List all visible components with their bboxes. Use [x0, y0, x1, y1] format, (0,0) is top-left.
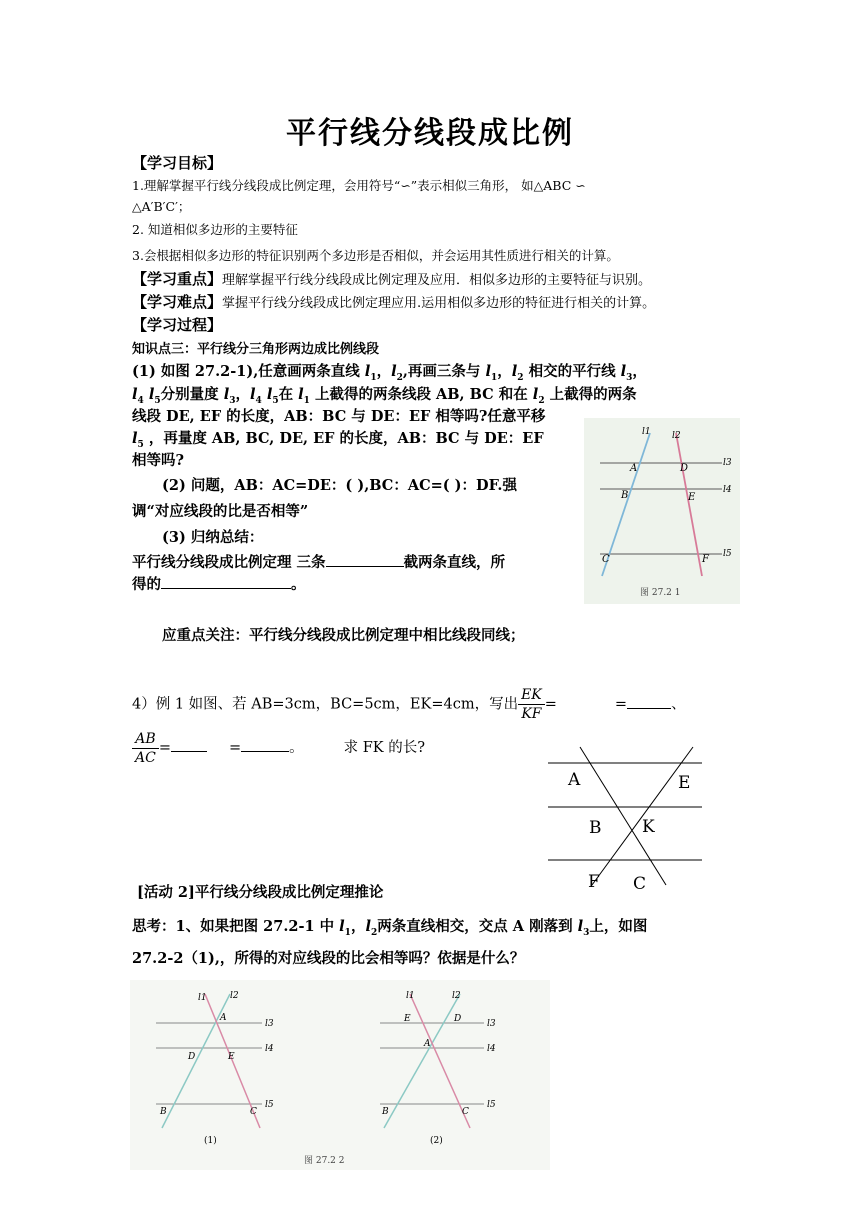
right-label-l2: l2	[452, 991, 461, 1001]
label-F: F	[702, 554, 709, 565]
objective-3: 3.会根据相似多边形的特征识别两个多边形是否相似，并会运用其性质进行相关的计算。	[132, 248, 619, 263]
para1-line5: 相等吗?	[132, 452, 184, 469]
think-line2: 27.2-2（1),，所得的对应线段的比会相等吗？依据是什么？	[132, 950, 525, 967]
right-label-l1: l1	[406, 991, 415, 1001]
right-label-B: B	[382, 1107, 389, 1117]
figure-27-2-1	[584, 418, 740, 604]
objective-1a: 1.理解掌握平行线分线段成比例定理，会用符号“∽”表示相似三角形， 如△ABC ∽	[132, 178, 586, 193]
transversal-ef	[592, 747, 693, 885]
knowledge-heading: 知识点三：平行线分三角形两边成比例线段	[132, 342, 380, 357]
process-heading: 【学习过程】	[132, 316, 223, 334]
figure-example	[540, 745, 710, 890]
right-label-l3: l3	[487, 1019, 496, 1029]
label-B: B	[621, 490, 629, 501]
left-label-l1: l1	[198, 993, 207, 1003]
example-blank-1[interactable]	[627, 694, 671, 709]
label-F: F	[588, 872, 600, 890]
para1-line1: (1) 如图 27.2-1),任意画两条直线 $l_1$，$l_2$,再画三条与 $l_1$，$l_2$ 相交的平行线 $l_3$，	[132, 363, 647, 383]
objective-1b: △A′B′C′；	[132, 199, 191, 214]
fraction-ek-kf: $\frac{EK}{KF}$	[518, 686, 545, 723]
figure-bg	[130, 980, 550, 1170]
right-label-C: C	[462, 1107, 469, 1117]
fraction-ab-ac: $\frac{AB}{AC}$	[132, 730, 159, 767]
figure3-caption: 图 27.2 2	[304, 1156, 345, 1166]
label-B: B	[589, 818, 602, 838]
key-points-text: 理解掌握平行线分线段成比例定理及应用．相似多边形的主要特征与识别。	[222, 273, 652, 288]
right-label-l5: l5	[487, 1100, 496, 1110]
label-l1: l1	[642, 427, 651, 437]
question-2b: 调“对应线段的比是否相等”	[132, 503, 309, 520]
figure-bg	[584, 418, 740, 604]
example-line2: $\frac{AB}{AC}$ = = 。 求 FK 的长?	[132, 728, 425, 768]
left-label-A: A	[220, 1013, 227, 1023]
theorem-line1: 平行线分线段成比例定理 三条 截两条直线，所	[132, 554, 506, 571]
objectives-heading: 【学习目标】	[132, 154, 223, 172]
think-line1: 思考：1、如果把图 27.2-1 中 $l_1$，$l_2$两条直线相交，交点 A 刚落到 $l_3$上，如图	[132, 918, 648, 938]
focus-note: 应重点关注：平行线分线段成比例定理中相比线段同线；	[162, 627, 525, 644]
left-label-B: B	[160, 1107, 167, 1117]
label-E: E	[678, 773, 691, 793]
left-label-l5: l5	[265, 1100, 274, 1110]
label-C: C	[602, 554, 610, 565]
para1-line3: 线段 DE, EF 的长度，AB：BC 与 DE：EF 相等吗?任意平移	[132, 408, 546, 425]
right-label-D: D	[454, 1014, 462, 1024]
example-line1: 4）例 1 如图、若 AB=3cm，BC=5cm，EK=4cm，写出 $\frac{EK}{KF}$ = = 、	[132, 687, 686, 722]
example-blank-3[interactable]	[241, 737, 289, 752]
label-E: E	[688, 492, 696, 503]
right-label-E: E	[404, 1014, 411, 1024]
question-2a: (2) 问题，AB：AC=DE：( ),BC：AC=( )：DF.强	[162, 477, 517, 494]
question-3: (3) 归纳总结：	[162, 529, 264, 546]
key-points	[132, 268, 651, 289]
label-l5: l5	[723, 549, 732, 559]
para1-line2: $l_4$ $l_5$分别量度 $l_3$，$l_4$ $l_5$在 $l_1$ 上截得的两条线段 AB, BC 和在 $l_2$ 上截得的两条	[132, 386, 637, 406]
figure-27-2-2	[130, 980, 550, 1170]
theorem-blank-2[interactable]	[161, 574, 291, 589]
left-label-D: D	[188, 1052, 196, 1062]
right-label-A: A	[424, 1039, 431, 1049]
difficulties-label: 【学习难点】	[132, 293, 223, 311]
example-blank-2[interactable]	[171, 737, 207, 752]
left-label-C: C	[250, 1107, 257, 1117]
para1-line4: $l_5$ ，再量度 AB, BC, DE, EF 的长度，AB：BC 与 DE：EF	[132, 430, 544, 450]
page-title: 平行线分线段成比例	[286, 116, 574, 151]
left-label-l2: l2	[230, 991, 239, 1001]
label-C: C	[633, 874, 647, 890]
label-A: A	[630, 463, 638, 474]
figure1-caption: 图 27.2 1	[640, 588, 681, 598]
label-D: D	[680, 463, 689, 474]
left-sub-caption: (1)	[204, 1136, 217, 1146]
label-A: A	[568, 770, 581, 790]
left-label-E: E	[228, 1052, 235, 1062]
label-l3: l3	[723, 458, 732, 468]
transversal-ac	[580, 747, 666, 885]
left-label-l4: l4	[265, 1044, 274, 1054]
left-label-l3: l3	[265, 1019, 274, 1029]
right-sub-caption: (2)	[430, 1136, 443, 1146]
objective-2: 2. 知道相似多边形的主要特征	[132, 222, 298, 237]
label-K: K	[642, 817, 655, 837]
theorem-line2: 得的 。	[132, 576, 306, 593]
activity-heading: [活动 2]平行线分线段成比例定理推论	[137, 884, 384, 901]
label-l4: l4	[723, 485, 732, 495]
difficulties	[132, 291, 655, 312]
theorem-blank-1[interactable]	[326, 552, 404, 567]
label-l2: l2	[672, 431, 681, 441]
difficulties-text: 掌握平行线分线段成比例定理应用.运用相似多边形的特征进行相关的计算。	[222, 296, 656, 311]
key-points-label: 【学习重点】	[132, 270, 223, 288]
right-label-l4: l4	[487, 1044, 496, 1054]
